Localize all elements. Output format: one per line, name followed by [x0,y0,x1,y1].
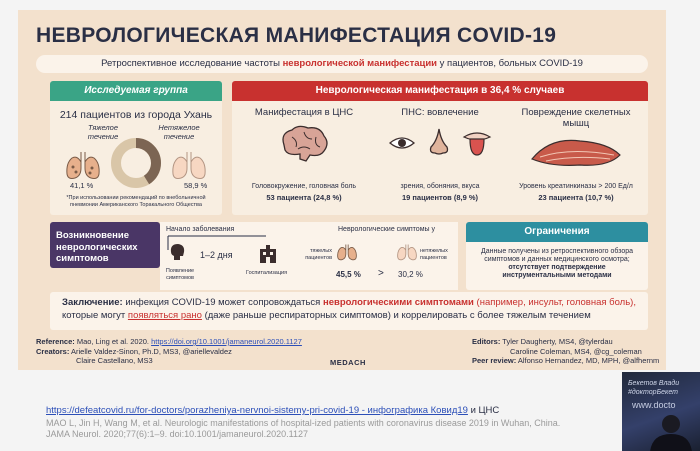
reference-link[interactable]: https://doi.org/10.1001/jamaneurol.2020.1127 [151,337,302,346]
severe-lungs-small-icon [336,242,358,262]
muscle-desc: Уровень креатинкиназы > 200 Ед/л [519,183,633,190]
studied-group-panel [50,81,222,215]
cns-title: Манифестация в ЦНС [254,107,354,118]
cns-column [236,107,372,202]
eye-icon [388,133,416,153]
brain-icon [276,123,332,165]
mild-small-label: нетяжелых пациентов [420,248,448,261]
severe-small-label: тяжелых пациентов [305,248,332,261]
limitations-bold: отсутствует подтверждение инструментальными методами [502,264,612,279]
days-label: 1–2 дня [200,250,233,260]
presenter-video[interactable]: Бекетов Влади #докторБекет www.docto [622,372,700,451]
tongue-icon [462,129,492,157]
severe-onset-percent: 45,5 % [336,270,361,279]
neuro-symptoms-label: Неврологические симптомы у [338,226,435,233]
source-link[interactable]: https://defeatcovid.ru/for-doctors/porazheniya-nervnoi-sistemy-pri-covid-19 - инфографика Ковид19 [46,405,468,416]
muscle-column [508,107,644,202]
cns-desc: Головокружение, головная боль [251,183,357,190]
muscle-title: Повреждение скелетных мышц [521,107,631,129]
manifestation-panel [232,81,648,215]
mild-lungs-icon [170,149,208,181]
severe-label: Тяжелое течение [87,123,119,141]
guideline-note: *При использовании рекомендаций по внебольничной пневмонии Американского Торакального Общества [66,195,206,208]
onset-heading: Возникновение неврологических симптомов [50,222,160,268]
symptoms-appear-label: Появление симптомов [165,268,195,281]
footer-right: Editors: Tyler Daugherty, MS4, @tylerdau Caroline Coleman, MS4, @cg_coleman Peer review: Alfonso Hernandez, MD, MPH, @alfhernm [472,337,660,365]
cns-count: 53 пациента (24,8 %) [266,193,342,202]
severe-percent: 41,1 % [70,181,94,190]
limitations-heading: Ограничения [466,222,648,242]
source-link-line: https://defeatcovid.ru/for-doctors/porazheniya-nervnoi-sistemy-pri-covid-19 - инфографика Ковид19 и ЦНС [46,405,500,416]
patient-count: 214 пациентов из города Ухань [59,109,213,121]
onset-timeline [160,222,458,290]
head-icon [168,242,186,262]
nose-icon [427,127,451,157]
medach-logo: MEDACH [330,358,366,367]
limitations-text: Данные получены из ретроспективного обзора симптомов и данных медицинского осмотра; [480,248,634,263]
mild-label: Нетяжелое течение [158,123,200,141]
infographic-title: НЕВРОЛОГИЧЕСКАЯ МАНИФЕСТАЦИЯ COVID-19 [36,24,557,47]
disease-start-label: Начало заболевания [166,226,235,233]
pns-column [372,107,508,202]
hospital-icon [258,244,278,264]
mild-percent: 58,9 % [184,181,208,190]
hospitalization-label: Госпитализация [246,270,288,276]
pns-title: ПНС: вовлечение [401,107,479,118]
severity-donut [108,135,164,191]
footer-left: Reference: Mao, Ling et al. 2020. https://doi.org/10.1001/jamaneurol.2020.1127 Creators: Arielle Valdez-Sinon, Ph.D, MS3, @ariellevaldez Claire Castellano, MS3 [36,337,302,365]
pns-count: 19 пациентов (8,9 %) [401,193,479,202]
pns-desc: зрения, обоняния, вкуса [400,183,480,190]
mild-lungs-small-icon [396,242,418,262]
muscle-icon [530,133,622,171]
muscle-count: 23 пациента (10,7 %) [538,193,614,202]
mild-onset-percent: 30,2 % [398,270,423,279]
greater-than-sign: > [378,268,384,279]
limitations-panel [466,222,648,290]
presenter-silhouette-icon [646,412,696,451]
subtitle: Ретроспективное исследование частоты неврологической манифестации у пациентов, больных COVID-19 [36,55,648,73]
citation-text: MAO L, Jin H, Wang M, et al. Neurologic manifestations of hospital-ized patients with coronavirus disease 2019 in Wuhan, China. JAMA Neurol. 2020;77(6):1–9. doi:10.1001/jamaneurol.2020.1127 [46,418,561,439]
manifestation-heading: Неврологическая манифестация в 36,4 % случаев [232,81,648,101]
severe-lungs-icon [64,149,102,181]
conclusion-box: Заключение: инфекция COVID-19 может сопровождаться неврологическими симптомами (например, инсульт, головная боль), которые могут появляться рано (даже раньше респираторных симптомов) и коррелировать с более тяжелым течением [50,292,648,330]
studied-group-heading: Исследуемая группа [50,81,222,101]
